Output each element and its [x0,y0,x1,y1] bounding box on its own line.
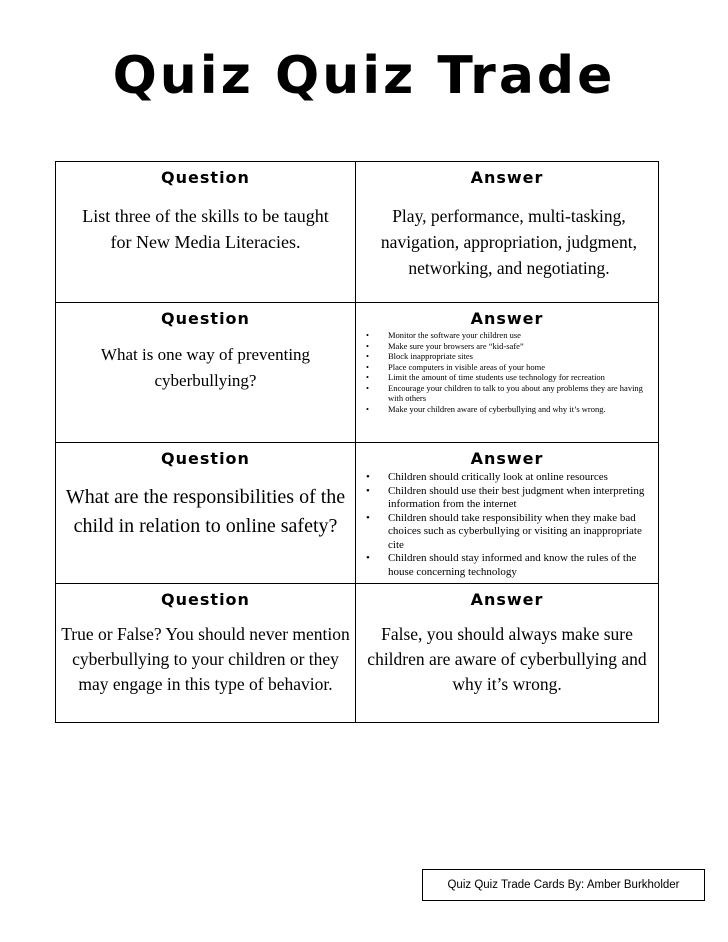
question-header: Question [161,309,250,328]
card-3-question: What are the responsibilities of the child in relation to online safety? [65,486,346,537]
card-1-answer: Play, performance, multi-tasking, navigation, appropriation, judgment, networking, and negotiating. [380,206,638,278]
page-title: Quiz Quiz Trade [112,46,616,106]
list-item: • Children should use their best judgment when interpreting information from the internet [364,485,648,512]
answer-header: Answer [470,449,544,468]
list-item: • Children should stay informed and know the rules of the house concerning technology [364,552,648,579]
card-4-answer-cell [356,584,658,722]
card-4-answer: False, you should always make sure children are aware of cyberbullying and why it’s wrong. [367,624,647,694]
list-item: • Encourage your children to talk to you about any problems they are having with others [364,383,648,404]
question-header: Question [161,168,250,187]
card-3-question-cell [56,443,356,584]
list-item: • Place computers in visible areas of your home [364,362,648,373]
answer-header: Answer [470,309,544,328]
card-2-question: What is one way of preventing cyberbullying? [100,345,311,390]
card-3-answer-cell [356,443,658,584]
question-header: Question [161,590,250,609]
card-1-question-cell [56,162,356,303]
card-4-question-cell [56,584,356,722]
card-3-answer-list [364,471,648,579]
card-1-answer-cell [356,162,658,303]
list-item: • Block inappropriate sites [364,351,648,362]
card-4-question: True or False? You should never mention cyberbullying to your children or they may engage in this type of behavior. [61,624,350,694]
card-1-question: List three of the skills to be taught for New Media Literacies. [82,206,329,252]
list-item: • Children should critically look at online resources [364,471,648,485]
author-credit-box: Quiz Quiz Trade Cards By: Amber Burkholder [422,869,705,901]
list-item: • Make your children aware of cyberbullying and why it’s wrong. [364,404,648,415]
card-2-answer-cell [356,303,658,443]
answer-header: Answer [470,168,544,187]
quiz-cards-table [55,161,659,723]
answer-header: Answer [470,590,544,609]
card-2-question-cell [56,303,356,443]
question-header: Question [161,449,250,468]
card-2-answer-list [364,330,648,414]
list-item: • Children should take responsibility when they make bad choices such as cyberbullying or visiting an inappropriate cite [364,512,648,553]
list-item: • Monitor the software your children use [364,330,648,341]
list-item: • Limit the amount of time students use technology for recreation [364,372,648,383]
list-item: • Make sure your browsers are “kid-safe” [364,341,648,352]
